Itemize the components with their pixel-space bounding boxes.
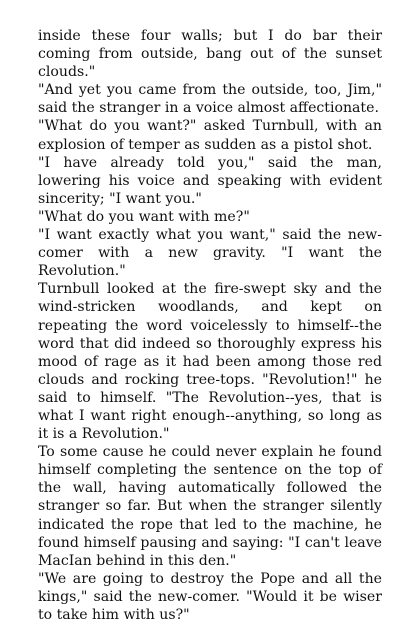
paragraph: "We are going to destroy the Pope and all the kings," said the new-comer. "Would it be wiser to take him with us?" — [38, 570, 382, 623]
paragraph: To some cause he could never explain he found himself completing the sentence on the top of the wall, having automatically followed the stranger so far. But when the stranger silently indicated the rope that led to the machine, he found himself pausing and saying: "I can't leave MacIan behind in this den." — [38, 444, 382, 569]
paragraph: "What do you want with me?" — [38, 208, 250, 225]
paragraph: "What do you want?" asked Turnbull, with an explosion of temper as sudden as a pistol shot. — [38, 118, 382, 153]
paragraph: Turnbull looked at the fire-swept sky and the wind-stricken woodlands, and kept on repeating the word voicelessly to himself--the word that did indeed so thoroughly express his mood of rage as it had been among those red clouds and rocking tree-tops. "Revolution!" he said to himself. "The Revolution--yes, that is what I want right enough--anything, so long as it is a Revolution." — [38, 281, 382, 443]
paragraph: "I want exactly what you want," said the new-comer with a new gravity. "I want the Revolution." — [38, 227, 382, 280]
page-text — [38, 27, 382, 624]
paragraph: "And yet you came from the outside, too, Jim," said the stranger in a voice almost affectionate. — [38, 82, 382, 117]
paragraph: "I have already told you," said the man, lowering his voice and speaking with evident sincerity; "I want you." — [38, 154, 382, 207]
paragraph: inside these four walls; but I do bar their coming from outside, bang out of the sunset clouds." — [38, 28, 382, 81]
